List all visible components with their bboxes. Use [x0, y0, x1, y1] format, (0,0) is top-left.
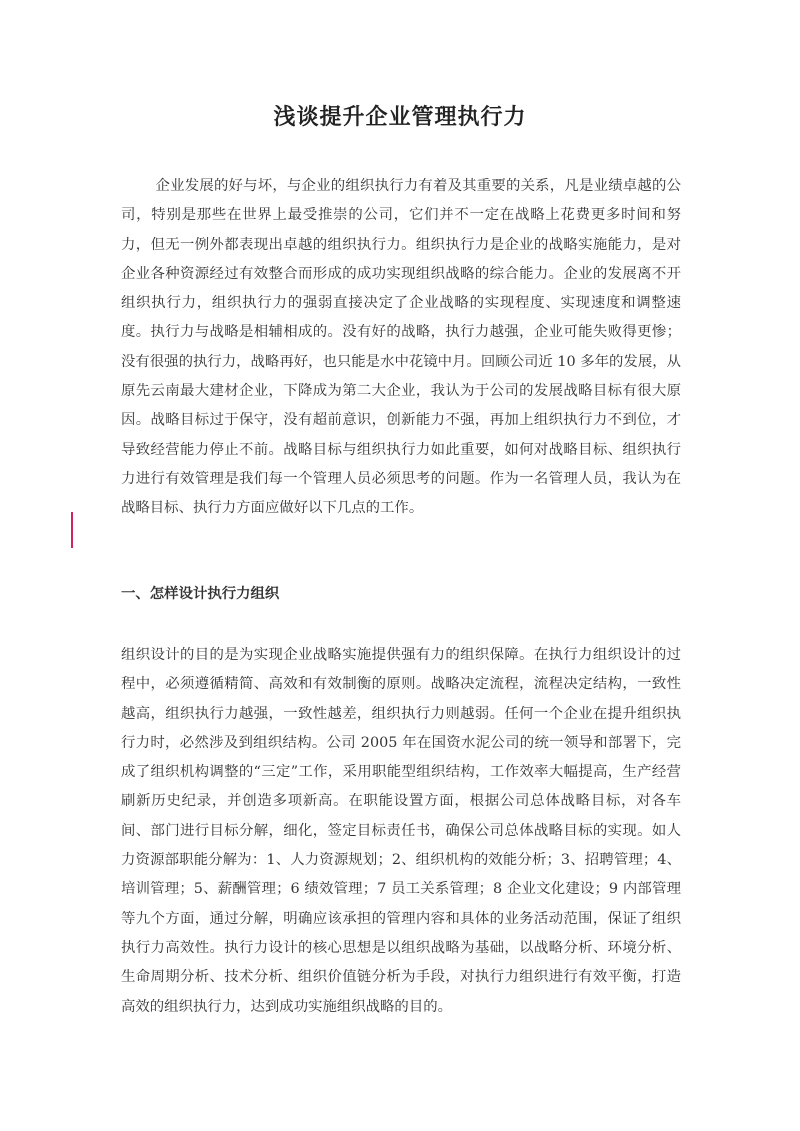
section-paragraph: 组织设计的目的是为实现企业战略实施提供强有力的组织保障。在执行力组织设计的过程中，必须遵循精简、高效和有效制衡的原则。战略决定流程，流程决定结构，一致性越高，组织执行力越强，一致性越差，组织执行力则越弱。任何一个企业在提升组织执行力时，必然涉及到组织结构。公司 2005 年在国资水泥公司的统一领导和部署下，完成了组织机构调整的“三定”工作，采用职能型组织结构，工作效率大幅提高，生产经营刷新历史纪录，并创造多项新高。在职能设置方面，根据公司总体战略目标，对各车间、部门进行目标分解，细化，签定目标责任书，确保公司总体战略目标的实现。如人力资源部职能分解为：1、人力资源规划；2、组织机构的效能分析；3、招聘管理；4、培训管理；5、薪酬管理；6 绩效管理；7 员工关系管理；8 企业文化建设；9 内部管理等九个方面，通过分解，明确应该承担的管理内容和具体的业务活动范围，保证了组织执行力高效性。执行力设计的核心思想是以组织战略为基础，以战略分析、环境分析、生命周期分析、技术分析、组织价值链分析为手段，对执行力组织进行有效平衡，打造高效的组织执行力，达到成功实施组织战略的目的。	[121, 647, 681, 1015]
document-title: 浅谈提升企业管理执行力	[273, 104, 527, 130]
intro-paragraph: 企业发展的好与坏，与企业的组织执行力有着及其重要的关系，凡是业绩卓越的公司，特别是那些在世界上最受推崇的公司，它们并不一定在战略上花费更多时间和努力，但无一例外都表现出卓越的组织执行力。组织执行力是企业的战略实施能力，是对企业各种资源经过有效整合而形成的成功实现组织战略的综合能力。企业的发展离不开组织执行力，组织执行力的强弱直接决定了企业战略的实现程度、实现速度和调整速度。执行力与战略是相辅相成的。没有好的战略，执行力越强，企业可能失败得更惨；没有很强的执行力，战略再好，也只能是水中花镜中月。回顾公司近 10 多年的发展，从原先云南最大建材企业，下降成为第二大企业，我认为于公司的发展战略目标有很大原因。战略目标过于保守，没有超前意识，创新能力不强，再加上组织执行力不到位，才导致经营能力停止不前。战略目标与组织执行力如此重要，如何对战略目标、组织执行力进行有效管理是我们每一个管理人员必须思考的问题。作为一名管理人员，我认为在战略目标、执行力方面应做好以下几点的工作。	[121, 178, 681, 517]
margin-mark	[71, 512, 73, 548]
section-heading: 一、怎样设计执行力组织	[121, 585, 280, 602]
